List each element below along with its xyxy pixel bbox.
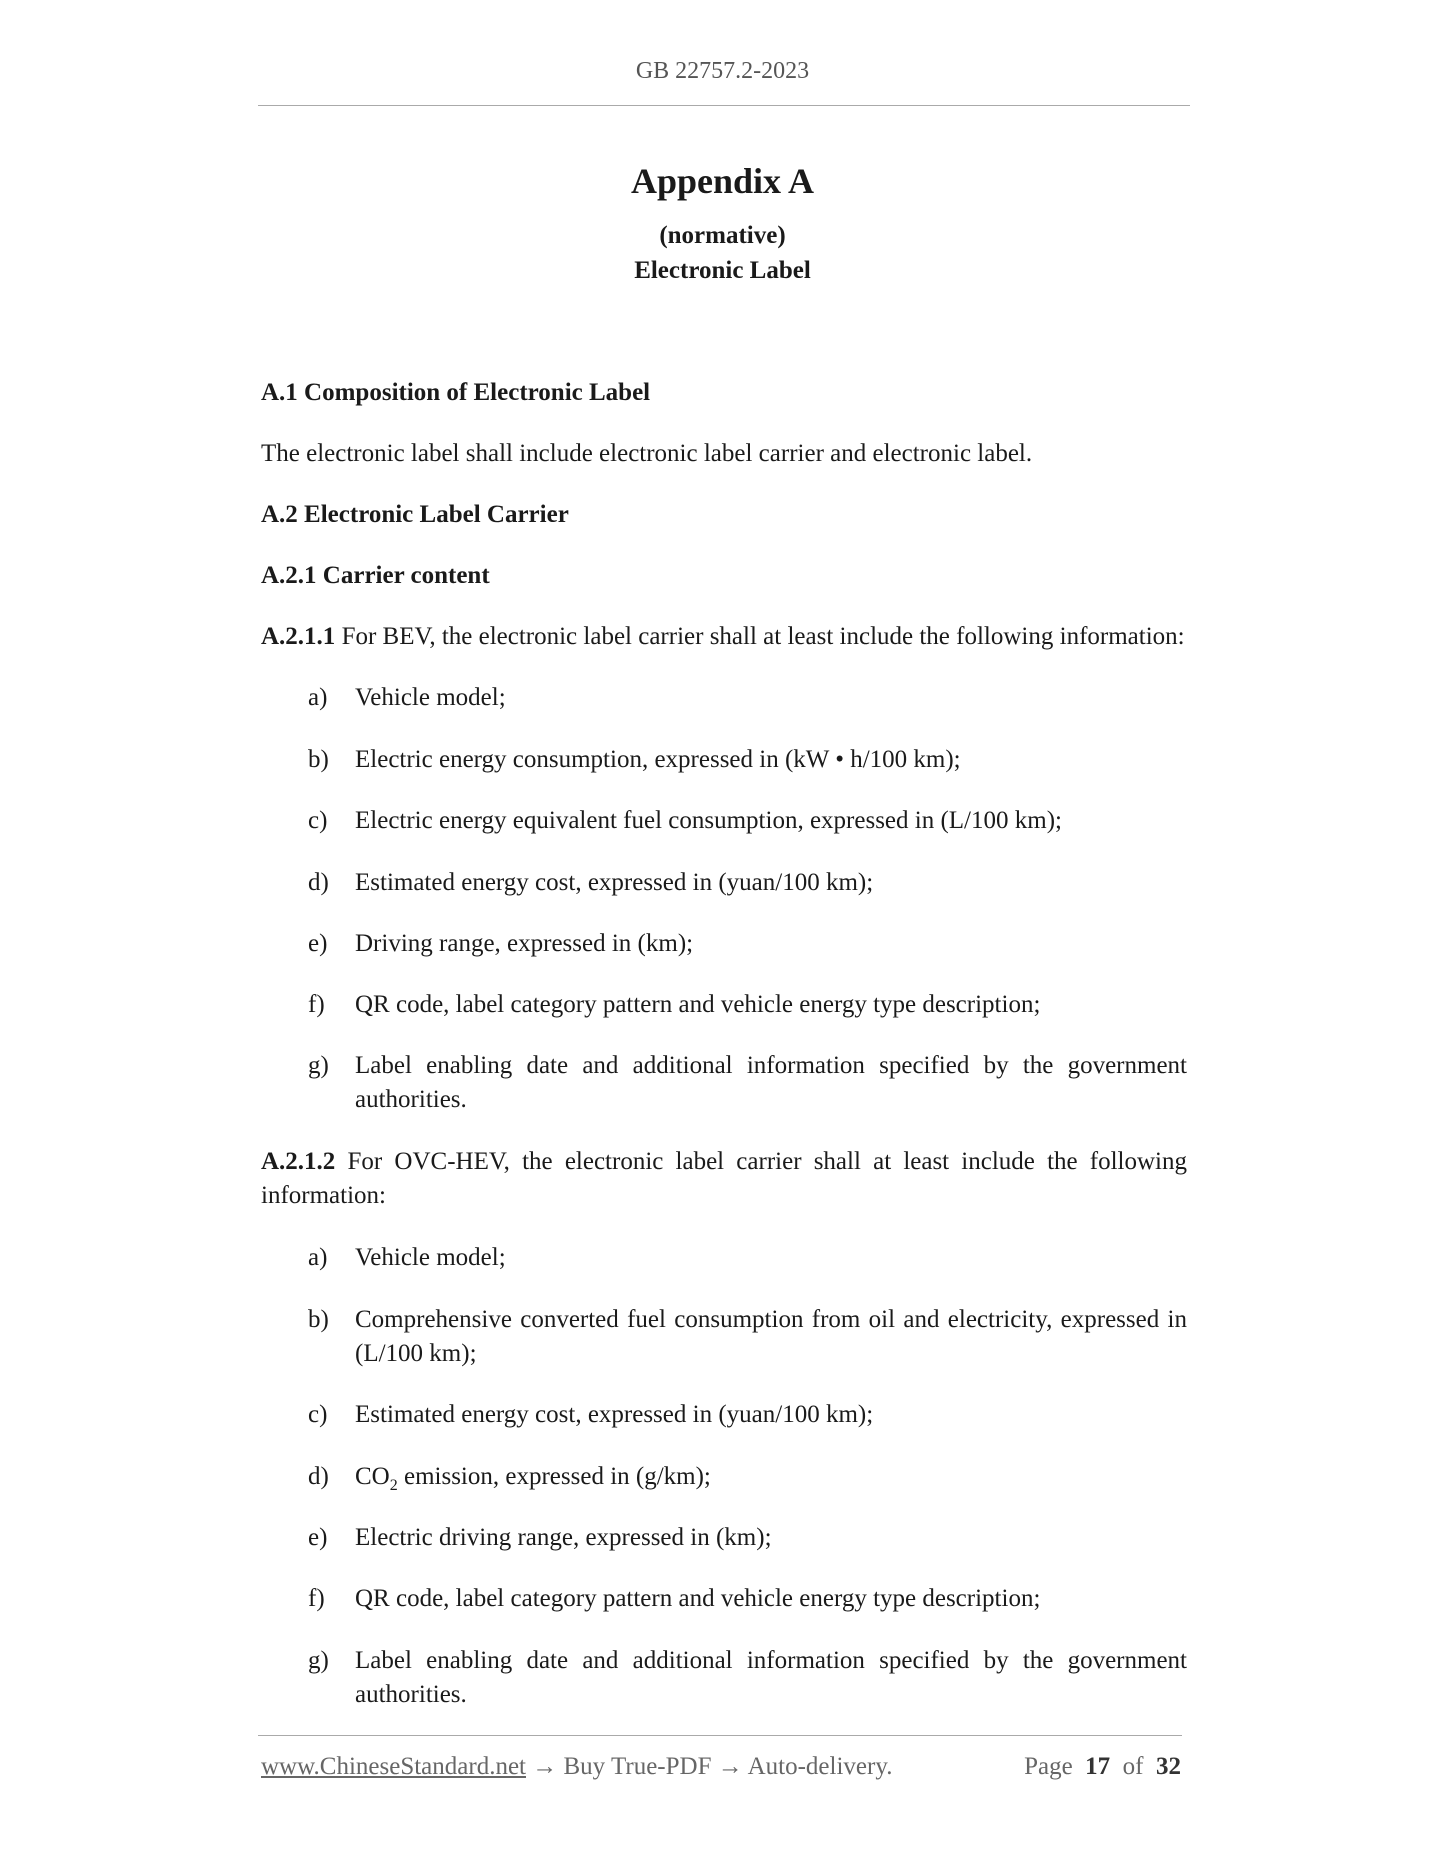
list-item-text bbox=[355, 1460, 1187, 1503]
list-item-label: e) bbox=[308, 930, 328, 957]
page-indicator bbox=[1024, 1753, 1181, 1781]
list-item bbox=[308, 1460, 1187, 1503]
list-item-text: Electric driving range, expressed in (km); bbox=[355, 1524, 772, 1551]
list-item-label: f) bbox=[308, 991, 325, 1018]
list-item-text: Vehicle model; bbox=[355, 684, 506, 711]
clause-number: A.2.1.1 bbox=[261, 623, 336, 650]
footer-divider bbox=[258, 1735, 1182, 1736]
list-item-label: b) bbox=[308, 746, 329, 773]
list-item-label: b) bbox=[308, 1306, 329, 1333]
co2-suffix: emission, expressed in (g/km); bbox=[397, 1463, 711, 1490]
section-a1-heading: A.1 Composition of Electronic Label bbox=[261, 379, 651, 406]
list-item bbox=[308, 1521, 1187, 1555]
list-item-text: QR code, label category pattern and vehicle energy type description; bbox=[355, 1585, 1041, 1612]
page-word: Page bbox=[1024, 1753, 1073, 1780]
list-item bbox=[308, 927, 1187, 961]
section-a21-heading: A.2.1 Carrier content bbox=[261, 562, 490, 589]
appendix-type: (normative) bbox=[659, 222, 786, 249]
clause-text: For BEV, the electronic label carrier shall at least include the following information: bbox=[341, 623, 1185, 650]
list-item-text: Electric energy equivalent fuel consumption, expressed in (L/100 km); bbox=[355, 807, 1062, 834]
of-word: of bbox=[1122, 1753, 1144, 1780]
section-a212 bbox=[261, 1145, 1187, 1213]
list-item-text: QR code, label category pattern and vehicle energy type description; bbox=[355, 991, 1041, 1018]
list-item-label: f) bbox=[308, 1585, 325, 1612]
list-item-text: Electric energy consumption, expressed in (kW • h/100 km); bbox=[355, 746, 961, 773]
list-item-text: Estimated energy cost, expressed in (yuan/100 km); bbox=[355, 1401, 874, 1428]
page-total: 32 bbox=[1156, 1753, 1181, 1780]
appendix-subtitle bbox=[0, 218, 1445, 288]
list-item bbox=[308, 1398, 1187, 1432]
footer-delivery-text: Auto-delivery. bbox=[747, 1753, 893, 1780]
list-item bbox=[308, 988, 1187, 1022]
co2-prefix: CO bbox=[355, 1463, 390, 1490]
list-item-text: Comprehensive converted fuel consumption from oil and electricity, expressed in (L/100 km); bbox=[355, 1306, 1187, 1367]
list-item-label: d) bbox=[308, 1463, 329, 1490]
list-item bbox=[308, 1049, 1187, 1117]
list-item-text: Label enabling date and additional information specified by the government authorities. bbox=[355, 1647, 1187, 1708]
list-item-label: g) bbox=[308, 1647, 329, 1674]
list-item-label: c) bbox=[308, 1401, 328, 1428]
list-item bbox=[308, 1241, 1187, 1275]
list-item-label: c) bbox=[308, 807, 328, 834]
list-item bbox=[308, 866, 1187, 900]
header-divider bbox=[258, 105, 1190, 106]
arrow-right-icon: → bbox=[717, 1753, 743, 1780]
list-item-label: d) bbox=[308, 869, 329, 896]
list-item-label: a) bbox=[308, 1244, 328, 1271]
appendix-title: Appendix A bbox=[630, 161, 815, 201]
list-item bbox=[308, 681, 1187, 715]
list-item-text: Vehicle model; bbox=[355, 1244, 506, 1271]
page-number: 17 bbox=[1085, 1753, 1111, 1780]
list-item-text: Estimated energy cost, expressed in (yuan/100 km); bbox=[355, 869, 874, 896]
section-a1-text: The electronic label shall include electronic label carrier and electronic label. bbox=[261, 440, 1033, 467]
section-a211 bbox=[261, 620, 1187, 654]
co2-subscript: 2 bbox=[389, 1477, 398, 1494]
clause-number: A.2.1.2 bbox=[261, 1148, 336, 1175]
list-item bbox=[308, 1303, 1187, 1371]
list-item-label: e) bbox=[308, 1524, 328, 1551]
footer-link[interactable]: www.ChineseStandard.net bbox=[261, 1753, 526, 1780]
clause-text: For OVC-HEV, the electronic label carrier shall at least include the following information: bbox=[261, 1148, 1188, 1209]
footer bbox=[261, 1753, 1181, 1781]
arrow-right-icon: → bbox=[532, 1753, 558, 1780]
list-item bbox=[308, 804, 1187, 838]
list-item bbox=[308, 743, 1187, 777]
list-item-text: Driving range, expressed in (km); bbox=[355, 930, 694, 957]
list-item-text: Label enabling date and additional information specified by the government authorities. bbox=[355, 1052, 1187, 1113]
list-item bbox=[308, 1644, 1187, 1712]
appendix-name: Electronic Label bbox=[634, 257, 811, 284]
section-a2-heading: A.2 Electronic Label Carrier bbox=[261, 501, 569, 528]
list-item bbox=[308, 1582, 1187, 1616]
list-item-label: g) bbox=[308, 1052, 329, 1079]
header-doc-id: GB 22757.2-2023 bbox=[635, 58, 810, 84]
list-item-label: a) bbox=[308, 684, 328, 711]
footer-buy-text: Buy True-PDF bbox=[563, 1753, 712, 1780]
